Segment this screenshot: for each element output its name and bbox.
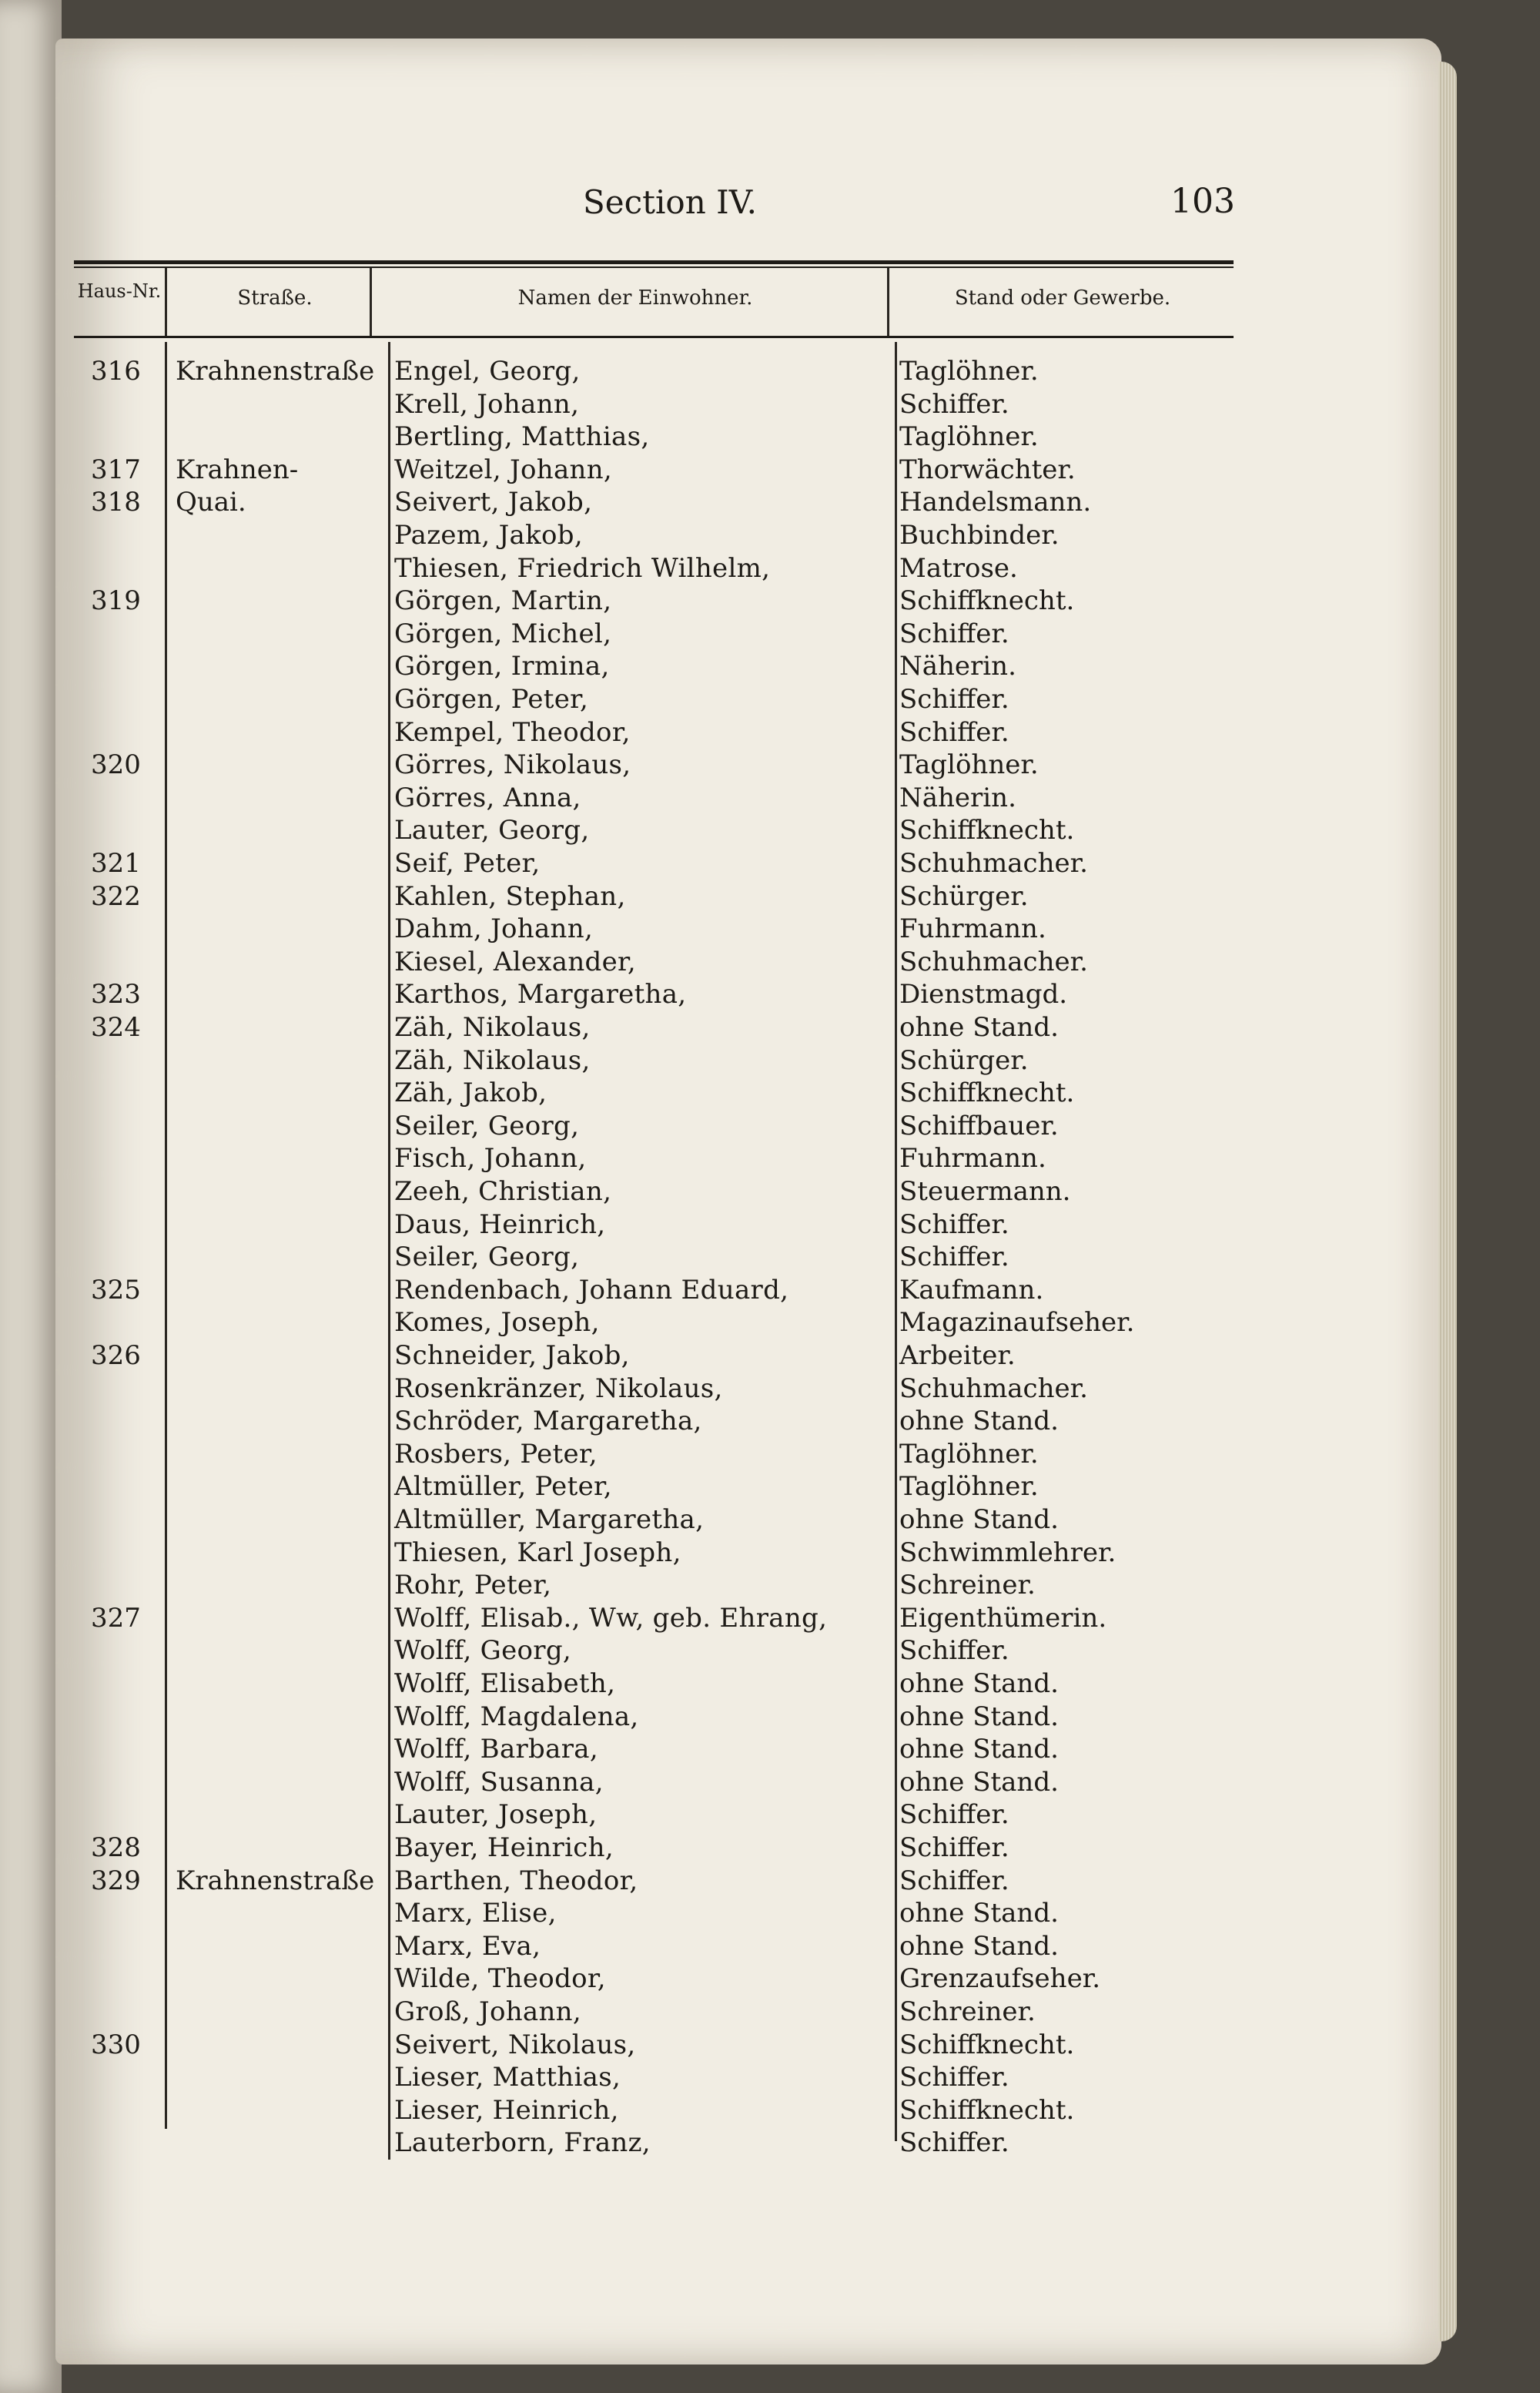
header-bottom-rule [74, 336, 1234, 338]
resident-name: Wolff, Elisab., Ww, geb. Ehrang, [394, 1602, 828, 1634]
occupation: Arbeiter. [899, 1340, 1016, 1371]
resident-name: Schröder, Margaretha, [394, 1406, 702, 1437]
resident-name: Karthos, Margaretha, [394, 979, 687, 1010]
resident-name: Marx, Elise, [394, 1898, 557, 1929]
page-number: 103 [1170, 182, 1235, 221]
occupation: Näherin. [899, 651, 1016, 682]
occupation: Dienstmagd. [899, 979, 1068, 1010]
street-name: Krahnenstraße [176, 356, 375, 387]
header-top-rule-thin [74, 266, 1234, 268]
occupation: Schiffer. [899, 388, 1009, 420]
occupation: Schuhmacher. [899, 946, 1088, 977]
occupation: Thorwächter. [899, 454, 1076, 485]
resident-name: Görgen, Michel, [394, 618, 612, 649]
occupation: Schuhmacher. [899, 1372, 1088, 1404]
occupation: Taglöhner. [899, 749, 1039, 781]
occupation: Steuermann. [899, 1176, 1071, 1207]
resident-name: Zäh, Nikolaus, [394, 1044, 591, 1076]
occupation: Schürger. [899, 1044, 1029, 1076]
resident-name: Rendenbach, Johann Eduard, [394, 1274, 789, 1305]
occupation: Schiffer. [899, 1865, 1009, 1896]
occupation: ohne Stand. [899, 1668, 1059, 1699]
occupation: ohne Stand. [899, 1766, 1059, 1798]
house-number: 329 [91, 1865, 141, 1896]
occupation: Handelsmann. [899, 487, 1092, 518]
occupation: Grenzaufseher. [899, 1963, 1101, 1995]
resident-name: Rosenkränzer, Nikolaus, [394, 1372, 723, 1404]
street-name: Krahnenstraße [176, 1865, 375, 1896]
resident-name: Thiesen, Karl Joseph, [394, 1537, 681, 1568]
street-name: Krahnen- [176, 454, 299, 485]
resident-name: Wolff, Elisabeth, [394, 1668, 616, 1699]
resident-name: Seivert, Jakob, [394, 487, 593, 518]
resident-name: Zäh, Jakob, [394, 1078, 547, 1109]
house-number: 319 [91, 585, 141, 617]
occupation: Schiffer. [899, 684, 1009, 715]
resident-name: Lauter, Joseph, [394, 1799, 598, 1831]
resident-name: Groß, Johann, [394, 1996, 581, 2027]
resident-name: Wilde, Theodor, [394, 1963, 606, 1995]
occupation: ohne Stand. [899, 1701, 1059, 1732]
occupation: Fuhrmann. [899, 1143, 1046, 1175]
occupation: Schiffer. [899, 1242, 1009, 1273]
resident-name: Görgen, Martin, [394, 585, 612, 617]
occupation: ohne Stand. [899, 1734, 1059, 1765]
body-divider-3 [895, 342, 897, 2141]
house-number: 325 [91, 1274, 141, 1305]
occupation: Taglöhner. [899, 1438, 1039, 1470]
occupation: Schiffknecht. [899, 815, 1075, 846]
occupation: ohne Stand. [899, 1012, 1059, 1043]
occupation: Fuhrmann. [899, 913, 1046, 945]
house-number: 330 [91, 2029, 141, 2060]
occupation: Schiffer. [899, 1832, 1009, 1863]
body-divider-2 [388, 342, 390, 2160]
resident-name: Kempel, Theodor, [394, 716, 631, 748]
resident-name: Daus, Heinrich, [394, 1208, 606, 1240]
occupation: Schuhmacher. [899, 848, 1088, 879]
house-number: 318 [91, 487, 141, 518]
header-top-rule [74, 260, 1234, 264]
resident-name: Altmüller, Peter, [394, 1471, 612, 1503]
occupation: Kaufmann. [899, 1274, 1044, 1305]
resident-name: Wolff, Georg, [394, 1635, 572, 1667]
occupation: Schiffer. [899, 1635, 1009, 1667]
occupation: Schiffknecht. [899, 1078, 1075, 1109]
resident-name: Rohr, Peter, [394, 1570, 552, 1601]
resident-name: Seivert, Nikolaus, [394, 2029, 636, 2060]
resident-name: Fisch, Johann, [394, 1143, 587, 1175]
resident-name: Lauter, Georg, [394, 815, 590, 846]
occupation: Schiffknecht. [899, 585, 1075, 617]
resident-name: Altmüller, Margaretha, [394, 1504, 705, 1535]
resident-name: Krell, Johann, [394, 388, 580, 420]
resident-name: Engel, Georg, [394, 356, 581, 387]
occupation: Schürger. [899, 880, 1029, 912]
resident-name: Zeeh, Christian, [394, 1176, 612, 1207]
occupation: Eigenthümerin. [899, 1602, 1107, 1634]
occupation: Schwimmlehrer. [899, 1537, 1116, 1568]
house-number: 321 [91, 848, 141, 879]
resident-name: Kiesel, Alexander, [394, 946, 636, 977]
resident-name: Kahlen, Stephan, [394, 880, 626, 912]
occupation: Schiffknecht. [899, 2029, 1075, 2060]
column-divider-2 [370, 268, 372, 336]
resident-name: Dahm, Johann, [394, 913, 594, 945]
house-number: 328 [91, 1832, 141, 1863]
house-number: 326 [91, 1340, 141, 1371]
resident-name: Pazem, Jakob, [394, 520, 583, 551]
occupation: Schreiner. [899, 1570, 1036, 1601]
resident-name: Barthen, Theodor, [394, 1865, 638, 1896]
resident-name: Rosbers, Peter, [394, 1438, 598, 1470]
occupation: ohne Stand. [899, 1898, 1059, 1929]
house-number: 327 [91, 1602, 141, 1634]
resident-name: Schneider, Jakob, [394, 1340, 630, 1371]
occupation: Taglöhner. [899, 1471, 1039, 1503]
occupation: ohne Stand. [899, 1930, 1059, 1962]
column-divider-3 [887, 268, 889, 336]
occupation: Schiffbauer. [899, 1110, 1059, 1141]
resident-name: Seiler, Georg, [394, 1110, 580, 1141]
occupation: Taglöhner. [899, 356, 1039, 387]
resident-name: Görres, Anna, [394, 782, 581, 813]
occupation: Schiffer. [899, 716, 1009, 748]
facing-page-edge [0, 0, 62, 2393]
resident-name: Görgen, Peter, [394, 684, 589, 715]
section-title: Section IV. [582, 183, 758, 221]
resident-name: Weitzel, Johann, [394, 454, 613, 485]
occupation: Matrose. [899, 552, 1018, 584]
occupation: Schiffer. [899, 618, 1009, 649]
page-stack-edge [1438, 62, 1457, 2341]
column-divider-1 [165, 268, 167, 336]
resident-name: Lieser, Heinrich, [394, 2094, 619, 2126]
document-page [55, 39, 1441, 2365]
column-header-name: Namen der Einwohner. [517, 287, 753, 310]
resident-name: Wolff, Susanna, [394, 1766, 604, 1798]
occupation: Schreiner. [899, 1996, 1036, 2027]
occupation: ohne Stand. [899, 1504, 1059, 1535]
resident-name: Seif, Peter, [394, 848, 541, 879]
column-header-street: Straße. [237, 287, 313, 310]
occupation: Schiffknecht. [899, 2094, 1075, 2126]
body-divider-1 [165, 342, 167, 2129]
resident-name: Thiesen, Friedrich Wilhelm, [394, 552, 771, 584]
occupation: Schiffer. [899, 2062, 1009, 2093]
column-header-nr: Haus-Nr. [77, 280, 162, 302]
occupation: Taglöhner. [899, 421, 1039, 453]
occupation: ohne Stand. [899, 1406, 1059, 1437]
resident-name: Lieser, Matthias, [394, 2062, 621, 2093]
resident-name: Wolff, Barbara, [394, 1734, 598, 1765]
column-header-occupation: Stand oder Gewerbe. [954, 287, 1171, 310]
street-name: Quai. [176, 487, 246, 518]
occupation: Näherin. [899, 782, 1016, 813]
resident-name: Seiler, Georg, [394, 1242, 580, 1273]
resident-name: Bertling, Matthias, [394, 421, 650, 453]
occupation: Schiffer. [899, 1208, 1009, 1240]
resident-name: Komes, Joseph, [394, 1307, 600, 1339]
resident-name: Wolff, Magdalena, [394, 1701, 639, 1732]
house-number: 320 [91, 749, 141, 781]
occupation: Magazinaufseher. [899, 1307, 1135, 1339]
resident-name: Görgen, Irmina, [394, 651, 610, 682]
occupation: Schiffer. [899, 2127, 1009, 2159]
occupation: Schiffer. [899, 1799, 1009, 1831]
resident-name: Zäh, Nikolaus, [394, 1012, 591, 1043]
resident-name: Görres, Nikolaus, [394, 749, 631, 781]
house-number: 316 [91, 356, 141, 387]
resident-name: Lauterborn, Franz, [394, 2127, 651, 2159]
house-number: 323 [91, 979, 141, 1010]
occupation: Buchbinder. [899, 520, 1060, 551]
resident-name: Bayer, Heinrich, [394, 1832, 614, 1863]
house-number: 324 [91, 1012, 141, 1043]
resident-name: Marx, Eva, [394, 1930, 541, 1962]
house-number: 322 [91, 880, 141, 912]
house-number: 317 [91, 454, 141, 485]
